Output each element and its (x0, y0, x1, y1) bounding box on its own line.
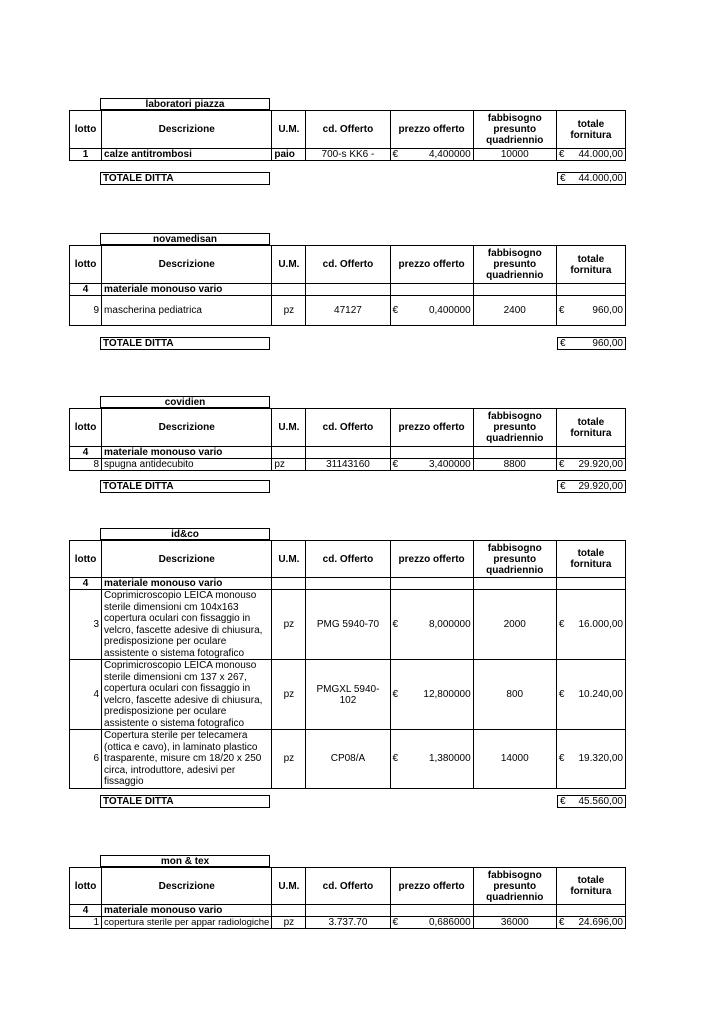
descrizione-cell: copertura sterile per appar radiologiche (102, 917, 272, 929)
header-um: U.M. (272, 409, 306, 447)
prezzo-cell (390, 730, 473, 789)
supplier-table (69, 867, 626, 929)
fabbisogno-cell: 2000 (473, 590, 556, 660)
supplier-table (69, 245, 626, 326)
fabbisogno-cell: 10000 (473, 149, 556, 161)
prezzo-cell (390, 296, 473, 326)
currency-symbol: € (392, 753, 399, 765)
group-lotto: 4 (70, 447, 102, 459)
group-row (70, 284, 626, 296)
cod-cell: CP08/A (306, 730, 390, 789)
totale-cell (556, 730, 625, 789)
cod-cell: 31143160 (306, 459, 390, 471)
lotto-cell: 6 (70, 730, 102, 789)
totale-ditta-amount: 29.920,00 (578, 481, 623, 492)
currency-symbol: € (560, 481, 566, 492)
table-row (70, 459, 626, 471)
header-descrizione: Descrizione (102, 868, 272, 905)
currency-symbol: € (560, 173, 566, 184)
prezzo-value: 0,400000 (428, 305, 471, 316)
descrizione-cell: calze antitrombosi (102, 149, 272, 161)
totale-ditta-value (557, 172, 626, 185)
lotto-cell: 9 (70, 296, 102, 326)
table-row (70, 730, 626, 789)
table-row (70, 917, 626, 929)
header-fabbisogno: fabbisogno presunto quadriennio (473, 409, 556, 447)
header-um: U.M. (272, 111, 306, 149)
group-description: materiale monouso vario (102, 447, 272, 459)
header-lotto: lotto (70, 409, 102, 447)
cod-cell: PMGXL 5940-102 (306, 660, 390, 730)
header-prezzo: prezzo offerto (390, 541, 473, 578)
totale-cell (556, 660, 625, 730)
totale-ditta-label: TOTALE DITTA (100, 172, 270, 185)
totale-ditta-amount: 45.560,00 (578, 796, 623, 807)
header-descrizione: Descrizione (102, 246, 272, 284)
table-row (70, 590, 626, 660)
totale-cell (556, 459, 625, 471)
lotto-cell: 3 (70, 590, 102, 660)
group-lotto: 4 (70, 284, 102, 296)
group-description: materiale monouso vario (102, 284, 272, 296)
header-cod: cd. Offerto (306, 409, 390, 447)
lotto-cell: 1 (70, 917, 102, 929)
totale-ditta-value (557, 337, 626, 350)
header-descrizione: Descrizione (102, 409, 272, 447)
totale-cell (556, 590, 625, 660)
supplier-name: laboratori piazza (100, 98, 270, 110)
currency-symbol: € (558, 917, 565, 928)
totale-value: 960,00 (592, 305, 623, 316)
descrizione-cell: Coprimicroscopio LEICA monouso sterile dimensioni cm 104x163 copertura oculari con fissaggio in velcro, fascette adesive di chiusura, predisposizione per oculare assistente o sistema fotografico (102, 590, 272, 660)
cod-cell: 47127 (306, 296, 390, 326)
totale-ditta-value (557, 795, 626, 808)
totale-ditta-value (557, 480, 626, 493)
currency-symbol: € (558, 753, 565, 765)
totale-value: 29.920,00 (578, 459, 623, 470)
descrizione-cell: mascherina pediatrica (102, 296, 272, 326)
header-um: U.M. (272, 246, 306, 284)
supplier-name: mon & tex (100, 855, 270, 867)
currency-symbol: € (560, 338, 566, 349)
currency-symbol: € (558, 459, 565, 470)
um-cell: pz (272, 730, 306, 789)
group-description: materiale monouso vario (102, 905, 272, 917)
fabbisogno-cell: 14000 (473, 730, 556, 789)
supplier-table (69, 110, 626, 161)
header-fabbisogno: fabbisogno presunto quadriennio (473, 111, 556, 149)
totale-value: 10.240,00 (578, 689, 623, 700)
cod-cell: 3.737.70 (306, 917, 390, 929)
header-cod: cd. Offerto (306, 246, 390, 284)
um-cell: paio (272, 149, 306, 161)
prezzo-cell (390, 459, 473, 471)
prezzo-value: 1,380000 (428, 753, 471, 765)
header-cod: cd. Offerto (306, 541, 390, 578)
fabbisogno-cell: 36000 (473, 917, 556, 929)
lotto-cell: 8 (70, 459, 102, 471)
header-um: U.M. (272, 868, 306, 905)
group-description: materiale monouso vario (102, 578, 272, 590)
currency-symbol: € (392, 459, 399, 470)
header-totale: totale fornitura (556, 111, 625, 149)
prezzo-cell (390, 660, 473, 730)
totale-cell (556, 149, 625, 161)
header-descrizione: Descrizione (102, 111, 272, 149)
header-totale: totale fornitura (556, 246, 625, 284)
header-cod: cd. Offerto (306, 111, 390, 149)
fabbisogno-cell: 8800 (473, 459, 556, 471)
cod-cell: PMG 5940-70 (306, 590, 390, 660)
supplier-name: id&co (100, 528, 270, 540)
header-cod: cd. Offerto (306, 868, 390, 905)
header-lotto: lotto (70, 246, 102, 284)
header-prezzo: prezzo offerto (390, 246, 473, 284)
header-prezzo: prezzo offerto (390, 868, 473, 905)
group-row (70, 578, 626, 590)
supplier-table (69, 408, 626, 471)
lotto-cell: 4 (70, 660, 102, 730)
header-prezzo: prezzo offerto (390, 409, 473, 447)
currency-symbol: € (392, 619, 399, 630)
table-row (70, 149, 626, 161)
header-lotto: lotto (70, 541, 102, 578)
prezzo-value: 0,686000 (428, 917, 471, 928)
header-fabbisogno: fabbisogno presunto quadriennio (473, 868, 556, 905)
cod-cell: 700-s KK6 - (306, 149, 390, 161)
currency-symbol: € (392, 149, 399, 160)
header-um: U.M. (272, 541, 306, 578)
totale-cell (556, 917, 625, 929)
totale-ditta-amount: 44.000,00 (578, 173, 623, 184)
totale-ditta-label: TOTALE DITTA (100, 337, 270, 350)
supplier-name: novamedisan (100, 233, 270, 245)
group-lotto: 4 (70, 905, 102, 917)
totale-ditta-label: TOTALE DITTA (100, 795, 270, 808)
totale-value: 44.000,00 (578, 149, 623, 160)
totale-value: 19.320,00 (578, 753, 623, 765)
currency-symbol: € (558, 305, 565, 316)
header-totale: totale fornitura (556, 409, 625, 447)
header-lotto: lotto (70, 868, 102, 905)
um-cell: pz (272, 660, 306, 730)
header-totale: totale fornitura (556, 541, 625, 578)
currency-symbol: € (560, 796, 566, 807)
currency-symbol: € (392, 917, 399, 928)
totale-value: 16.000,00 (578, 619, 623, 630)
totale-cell (556, 296, 625, 326)
prezzo-cell (390, 149, 473, 161)
fabbisogno-cell: 800 (473, 660, 556, 730)
prezzo-cell (390, 590, 473, 660)
lotto-cell: 1 (70, 149, 102, 161)
totale-ditta-label: TOTALE DITTA (100, 480, 270, 493)
header-fabbisogno: fabbisogno presunto quadriennio (473, 246, 556, 284)
prezzo-value: 12,800000 (423, 689, 471, 700)
table-row (70, 660, 626, 730)
group-row (70, 905, 626, 917)
table-row (70, 296, 626, 326)
totale-ditta-amount: 960,00 (592, 338, 623, 349)
prezzo-value: 3,400000 (428, 459, 471, 470)
header-lotto: lotto (70, 111, 102, 149)
currency-symbol: € (392, 305, 399, 316)
descrizione-cell: Coprimicroscopio LEICA monouso sterile dimensioni cm 137 x 267, copertura oculari con fissaggio in velcro, fascette adesive di chiusura, predisposizione per oculare assistente o sistema fotografico (102, 660, 272, 730)
prezzo-value: 4,400000 (428, 149, 471, 160)
supplier-name: covidien (100, 396, 270, 408)
header-fabbisogno: fabbisogno presunto quadriennio (473, 541, 556, 578)
um-cell: pz (272, 459, 306, 471)
um-cell: pz (272, 917, 306, 929)
um-cell: pz (272, 590, 306, 660)
descrizione-cell: Copertura sterile per telecamera (ottica e cavo), in laminato plastico trasparente, misure cm 18/20 x 250 circa, introduttore, adesivi per fissaggio (102, 730, 272, 789)
fabbisogno-cell: 2400 (473, 296, 556, 326)
header-prezzo: prezzo offerto (390, 111, 473, 149)
currency-symbol: € (558, 149, 565, 160)
totale-value: 24.696,00 (578, 917, 623, 928)
currency-symbol: € (558, 619, 565, 630)
group-lotto: 4 (70, 578, 102, 590)
currency-symbol: € (558, 689, 565, 700)
header-descrizione: Descrizione (102, 541, 272, 578)
descrizione-cell: spugna antidecubito (102, 459, 272, 471)
supplier-table (69, 540, 626, 789)
currency-symbol: € (392, 689, 399, 700)
header-totale: totale fornitura (556, 868, 625, 905)
prezzo-cell (390, 917, 473, 929)
group-row (70, 447, 626, 459)
um-cell: pz (272, 296, 306, 326)
prezzo-value: 8,000000 (428, 619, 471, 630)
